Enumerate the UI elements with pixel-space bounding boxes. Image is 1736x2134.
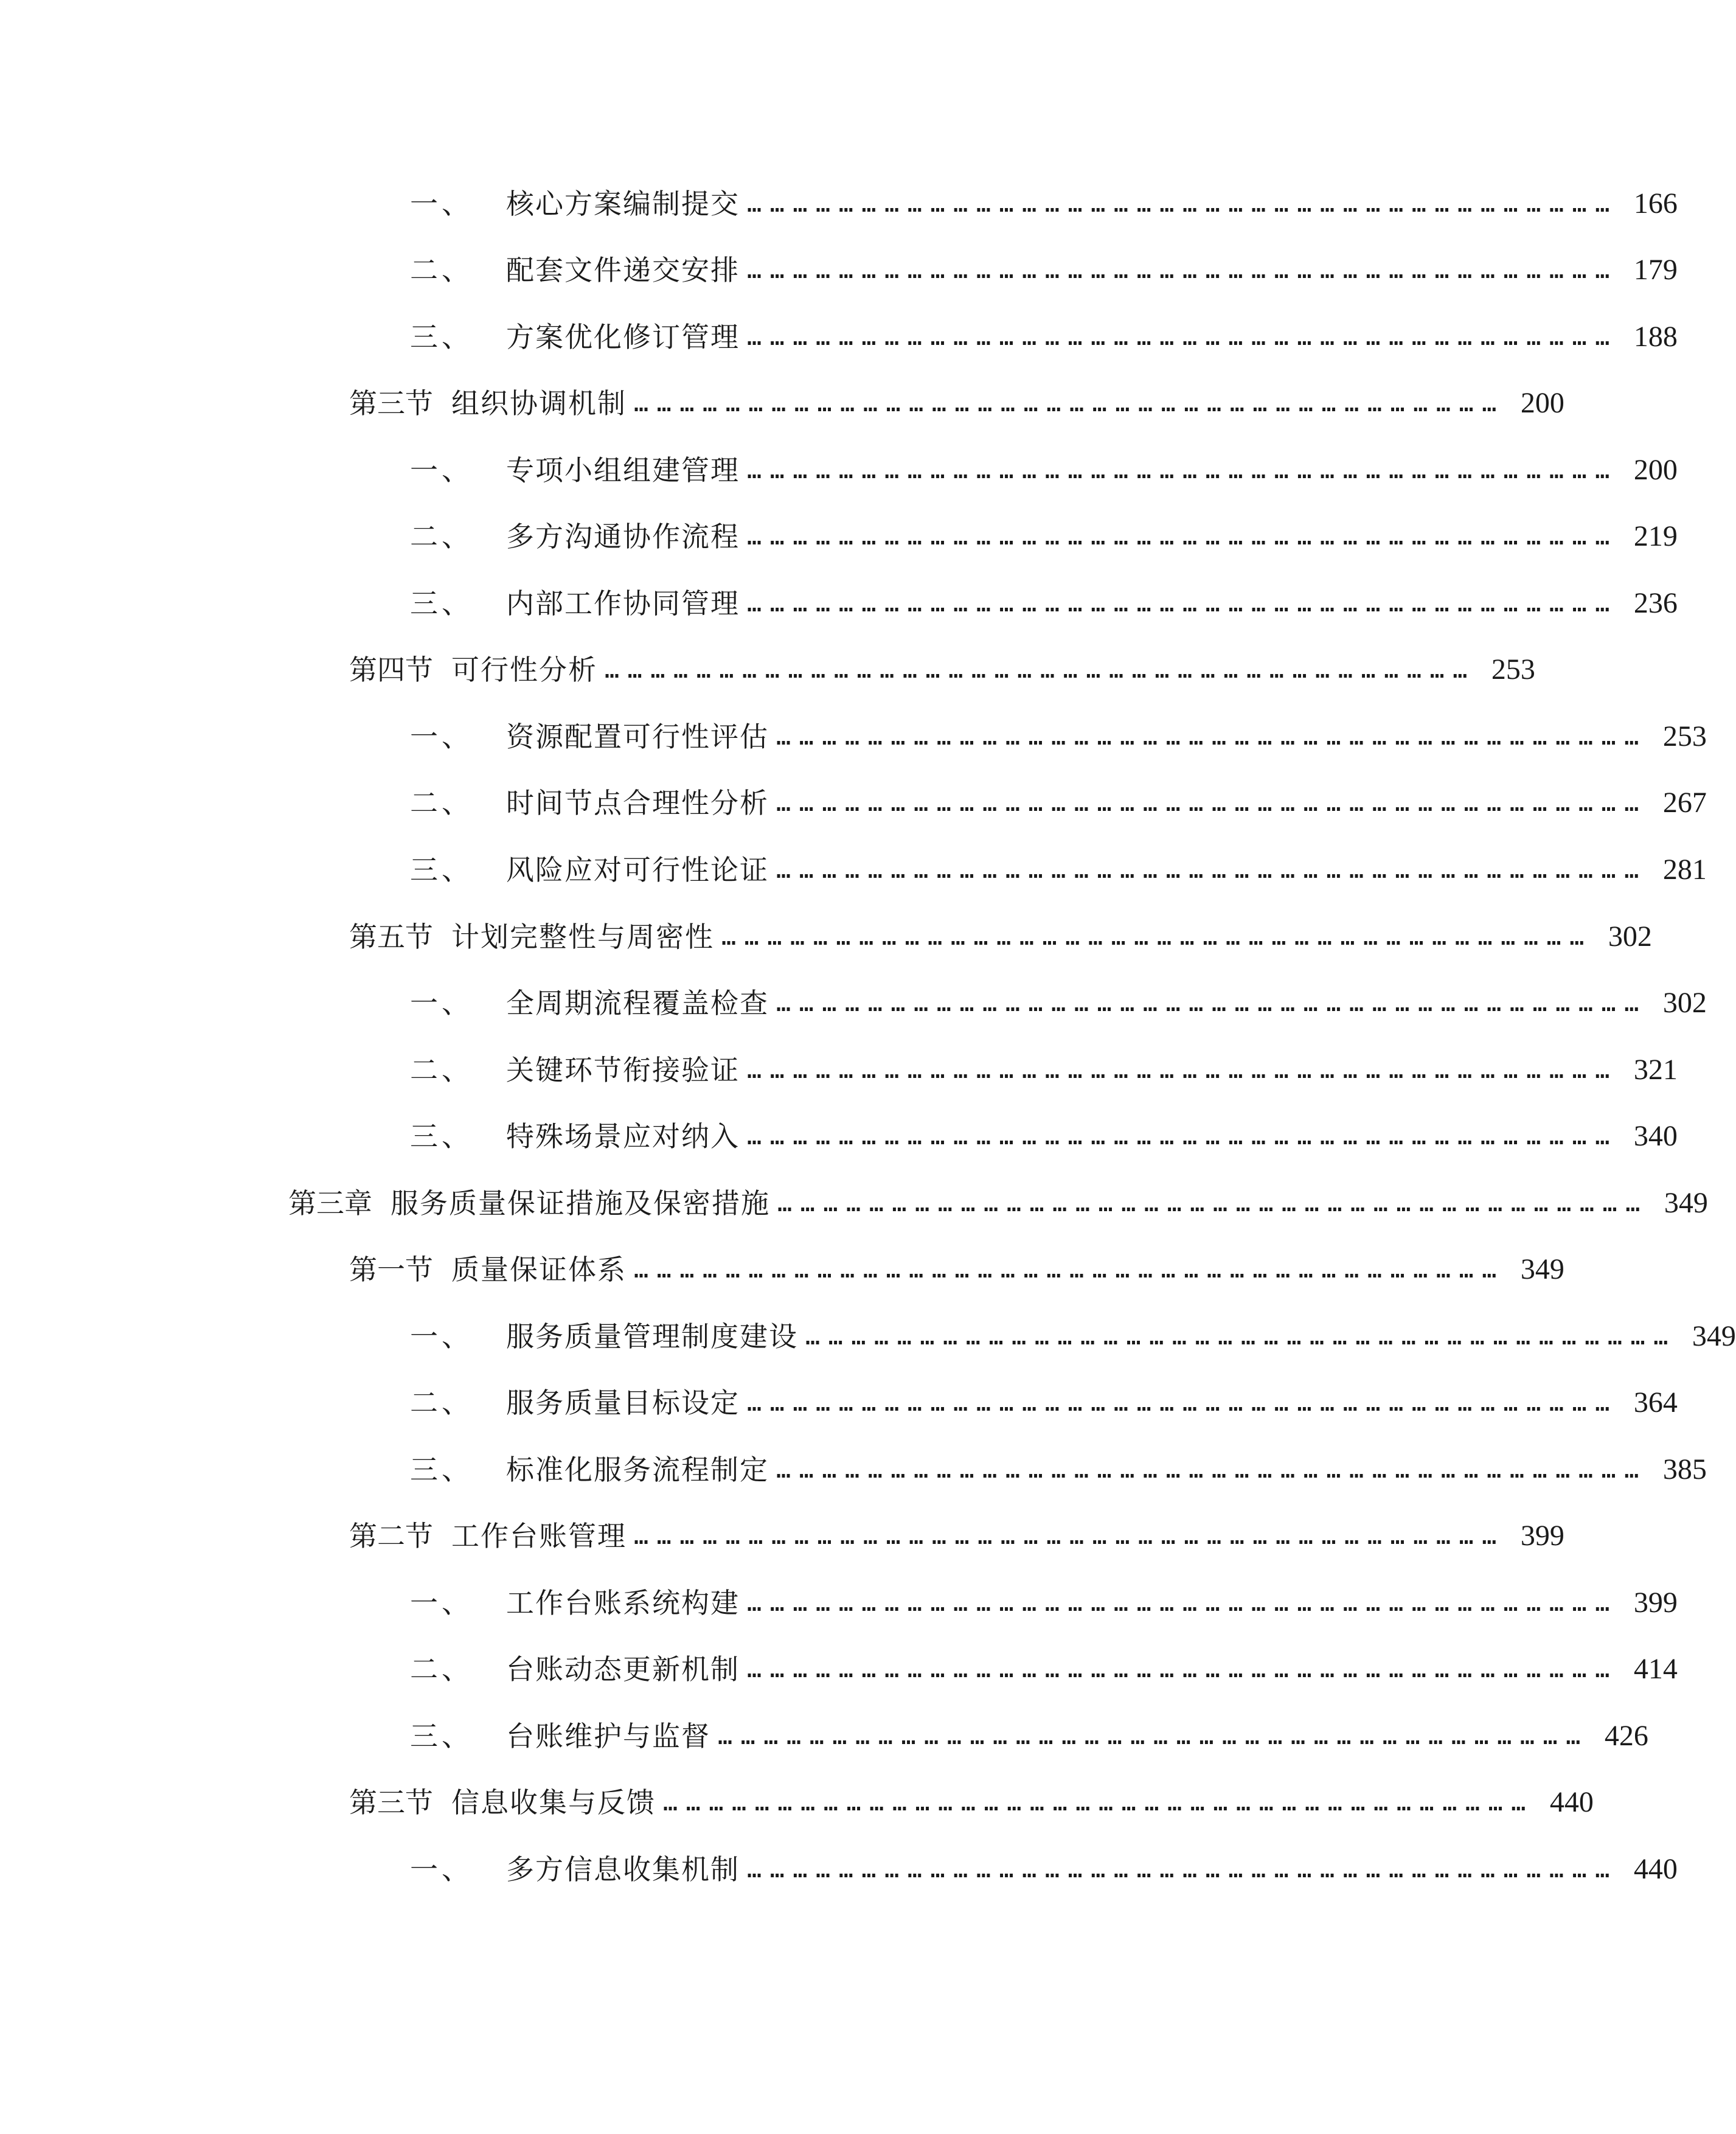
entry-title: 工作台账管理 (451, 1520, 627, 1552)
entry-page-number: 349 (1520, 1253, 1564, 1285)
dot-leader: …………………………………………………………………………………………………… (747, 523, 1618, 551)
entry-title: 特殊场景应对纳入 (506, 1120, 740, 1153)
entry-page-number: 179 (1633, 254, 1678, 286)
toc-entry[interactable] (410, 246, 1678, 294)
entry-page-number: 188 (1633, 321, 1678, 353)
toc-entry[interactable] (349, 645, 1535, 694)
entry-page-number: 200 (1633, 454, 1678, 486)
toc-entry[interactable] (410, 579, 1678, 628)
toc-entry[interactable] (410, 1112, 1678, 1161)
entry-number: 一、 (410, 1853, 473, 1886)
toc-entry[interactable] (410, 979, 1707, 1027)
entry-page-number: 219 (1633, 520, 1678, 552)
toc-entry[interactable] (349, 1512, 1564, 1560)
entry-title: 方案优化修订管理 (506, 321, 740, 353)
entry-title: 专项小组组建管理 (506, 454, 740, 487)
entry-page-number: 340 (1633, 1120, 1678, 1152)
toc-entry[interactable] (349, 1778, 1594, 1827)
entry-page-number: 302 (1662, 987, 1707, 1019)
entry-page-number: 200 (1520, 387, 1564, 419)
entry-title: 组织协调机制 (451, 387, 627, 420)
entry-number: 第三节 (349, 387, 433, 420)
entry-title: 时间节点合理性分析 (506, 787, 769, 819)
dot-leader: …………………………………………………………………………………………………… (777, 1189, 1648, 1217)
entry-number: 第三节 (349, 1786, 433, 1819)
entry-number: 二、 (410, 254, 473, 287)
toc-entry[interactable] (410, 1645, 1678, 1694)
entry-title: 信息收集与反馈 (451, 1786, 656, 1819)
dot-leader: …………………………………………………………………………………………………… (747, 1122, 1618, 1150)
entry-title: 可行性分析 (451, 653, 597, 686)
entry-page-number: 302 (1608, 920, 1652, 953)
entry-title: 风险应对可行性论证 (506, 853, 769, 886)
entry-page-number: 236 (1633, 587, 1678, 619)
dot-leader: …………………………………………………………………………………………………… (747, 190, 1618, 218)
entry-title: 服务质量目标设定 (506, 1386, 740, 1419)
entry-page-number: 267 (1662, 787, 1707, 819)
entry-title: 台账维护与监督 (506, 1720, 710, 1753)
toc-entry[interactable] (410, 846, 1707, 894)
entry-title: 资源配置可行性评估 (506, 720, 769, 753)
dot-leader: …………………………………………………………………………………………………… (747, 323, 1618, 351)
dot-leader: …………………………………………………………………………………………………… (721, 923, 1592, 951)
entry-number: 一、 (410, 454, 473, 487)
toc-entry[interactable] (410, 179, 1678, 228)
entry-number: 二、 (410, 787, 473, 819)
entry-number: 一、 (410, 1320, 473, 1353)
dot-leader: …………………………………………………………………………………………………… (747, 1389, 1618, 1417)
entry-number: 一、 (410, 720, 473, 753)
toc-entry[interactable] (410, 1046, 1678, 1094)
entry-number: 二、 (410, 1386, 473, 1419)
dot-leader: …………………………………………………………………………………………………… (634, 389, 1505, 417)
dot-leader: …………………………………………………………………………………………………… (634, 1256, 1505, 1284)
toc-entry[interactable] (410, 712, 1707, 761)
entry-page-number: 385 (1662, 1453, 1707, 1486)
dot-leader: …………………………………………………………………………………………………… (747, 1056, 1618, 1084)
toc-entry[interactable] (410, 1378, 1678, 1427)
entry-title: 配套文件递交安排 (506, 254, 740, 287)
entry-page-number: 253 (1662, 720, 1707, 752)
dot-leader: …………………………………………………………………………………………………… (747, 1655, 1618, 1683)
dot-leader: …………………………………………………………………………………………………… (747, 456, 1618, 484)
toc-entry[interactable] (410, 779, 1707, 827)
entry-page-number: 349 (1664, 1187, 1708, 1219)
entry-title: 多方沟通协作流程 (506, 520, 740, 553)
dot-leader: …………………………………………………………………………………………………… (605, 656, 1476, 684)
dot-leader: …………………………………………………………………………………………………… (805, 1322, 1676, 1350)
entry-number: 二、 (410, 520, 473, 553)
entry-title: 台账动态更新机制 (506, 1653, 740, 1686)
toc-entry[interactable] (410, 512, 1678, 561)
entry-page-number: 321 (1633, 1054, 1678, 1086)
dot-leader: …………………………………………………………………………………………………… (776, 789, 1647, 817)
entry-page-number: 253 (1491, 653, 1535, 686)
entry-number: 二、 (410, 1054, 473, 1086)
toc-entry[interactable] (410, 1845, 1678, 1894)
dot-leader: …………………………………………………………………………………………………… (776, 989, 1647, 1017)
dot-leader: …………………………………………………………………………………………………… (718, 1722, 1589, 1750)
entry-page-number: 364 (1633, 1386, 1678, 1419)
entry-page-number: 166 (1633, 187, 1678, 220)
entry-title: 计划完整性与周密性 (451, 920, 714, 953)
toc-entry[interactable] (349, 912, 1652, 961)
toc-entry[interactable] (410, 1579, 1678, 1627)
entry-title: 内部工作协同管理 (506, 587, 740, 620)
dot-leader: …………………………………………………………………………………………………… (747, 1589, 1618, 1617)
entry-number: 三、 (410, 587, 473, 620)
entry-title: 质量保证体系 (451, 1253, 627, 1286)
entry-number: 三、 (410, 1453, 473, 1486)
toc-entry[interactable] (349, 1245, 1564, 1294)
entry-title: 服务质量保证措施及保密措施 (391, 1187, 770, 1220)
entry-page-number: 349 (1692, 1320, 1736, 1352)
dot-leader: …………………………………………………………………………………………………… (634, 1522, 1505, 1550)
entry-number: 第三章 (288, 1187, 372, 1220)
entry-number: 三、 (410, 1120, 473, 1153)
entry-number: 三、 (410, 853, 473, 886)
entry-page-number: 426 (1604, 1720, 1648, 1752)
dot-leader: …………………………………………………………………………………………………… (776, 1456, 1647, 1484)
entry-title: 多方信息收集机制 (506, 1853, 740, 1886)
toc-entry[interactable] (349, 379, 1564, 428)
entry-number: 第二节 (349, 1520, 433, 1552)
toc-entry[interactable] (410, 446, 1678, 495)
entry-page-number: 399 (1633, 1587, 1678, 1619)
entry-title: 全周期流程覆盖检查 (506, 987, 769, 1020)
entry-number: 第一节 (349, 1253, 433, 1286)
entry-page-number: 440 (1549, 1786, 1594, 1818)
toc-entry[interactable] (410, 1312, 1736, 1361)
entry-page-number: 281 (1662, 853, 1707, 886)
entry-number: 第四节 (349, 653, 433, 686)
dot-leader: …………………………………………………………………………………………………… (747, 589, 1618, 617)
entry-title: 核心方案编制提交 (506, 187, 740, 220)
toc-entry[interactable] (288, 1179, 1708, 1228)
dot-leader: …………………………………………………………………………………………………… (776, 856, 1647, 884)
toc-entry[interactable] (410, 313, 1678, 361)
entry-page-number: 440 (1633, 1853, 1678, 1885)
entry-number: 三、 (410, 1720, 473, 1753)
dot-leader: …………………………………………………………………………………………………… (747, 1855, 1618, 1883)
entry-title: 工作台账系统构建 (506, 1587, 740, 1619)
entry-title: 服务质量管理制度建设 (506, 1320, 798, 1353)
dot-leader: …………………………………………………………………………………………………… (663, 1788, 1534, 1816)
entry-number: 三、 (410, 321, 473, 353)
entry-title: 标准化服务流程制定 (506, 1453, 769, 1486)
entry-page-number: 414 (1633, 1653, 1678, 1685)
entry-number: 第五节 (349, 920, 433, 953)
entry-page-number: 399 (1520, 1520, 1564, 1552)
dot-leader: …………………………………………………………………………………………………… (747, 256, 1618, 284)
entry-number: 一、 (410, 1587, 473, 1619)
entry-title: 关键环节衔接验证 (506, 1054, 740, 1086)
dot-leader: …………………………………………………………………………………………………… (776, 723, 1647, 751)
toc-entry[interactable] (410, 1445, 1707, 1494)
entry-number: 一、 (410, 987, 473, 1020)
entry-number: 一、 (410, 187, 473, 220)
entry-number: 二、 (410, 1653, 473, 1686)
toc-entry[interactable] (410, 1712, 1648, 1760)
